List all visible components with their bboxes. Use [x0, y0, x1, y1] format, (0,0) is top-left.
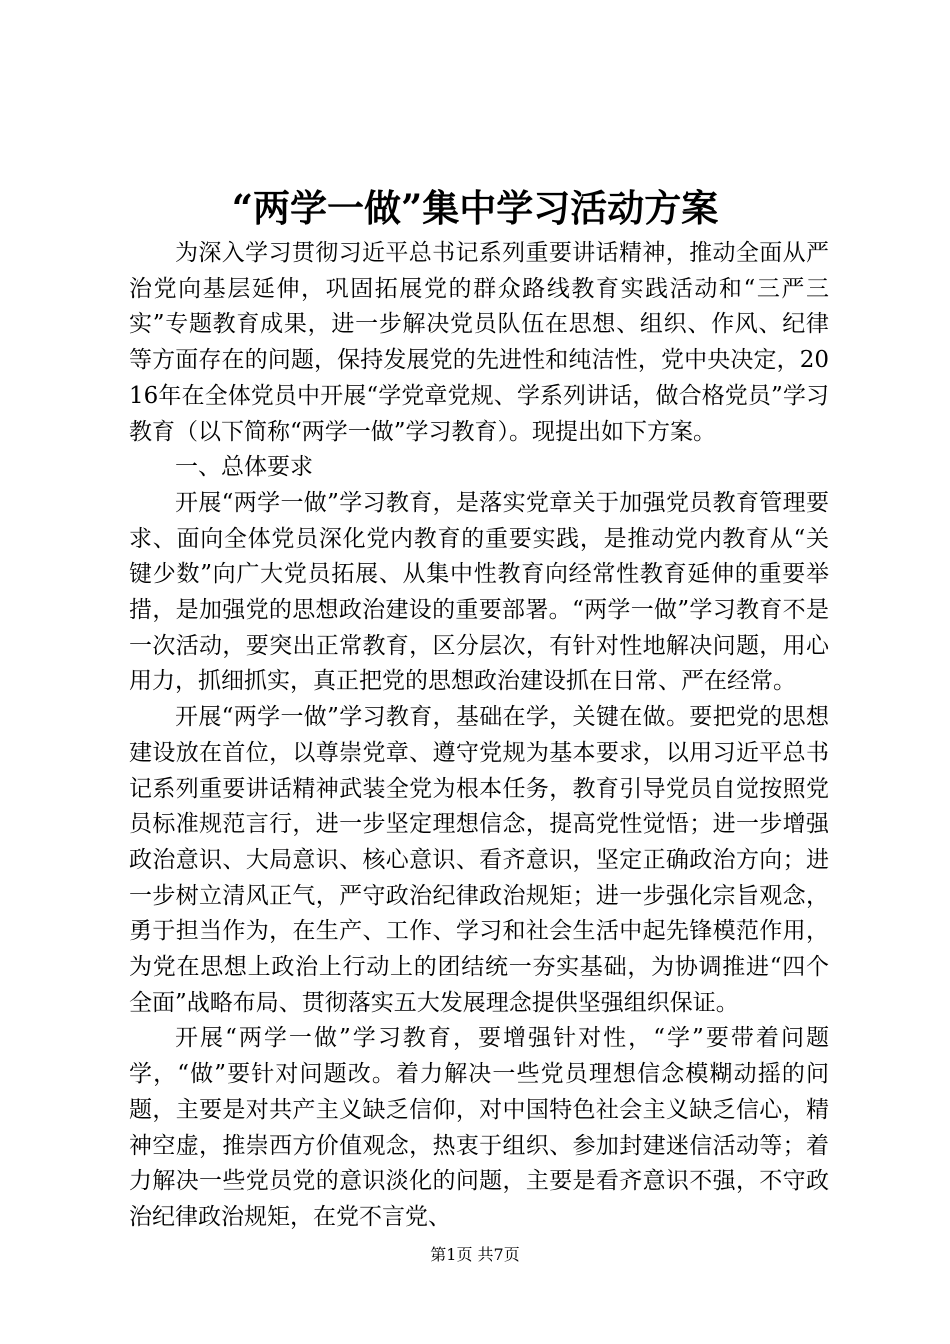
body-paragraph: 开展“两学一做”学习教育，是落实党章关于加强党员教育管理要求、面向全体党员深化党内教育的重要实践，是推动党内教育从“关键少数”向广大党员拓展、从集中性教育向经常性教育延伸的重要举措，是加强党的思想政治建设的重要部署。“两学一做”学习教育不是一次活动，要突出正常教育，区分层次，有针对性地解决问题，用心用力，抓细抓实，真正把党的思想政治建设抓在日常、严在经常。: [129, 489, 829, 695]
body-paragraph: 开展“两学一做”学习教育，要增强针对性，“学”要带着问题学，“做”要针对问题改。着力解决一些党员理想信念模糊动摇的问题，主要是对共产主义缺乏信仰，对中国特色社会主义缺乏信心，精神空虚，推崇西方价值观念，热衷于组织、参加封建迷信活动等；着力解决一些党员党的意识淡化的问题，主要是看齐意识不强，不守政治纪律政治规矩，在党不言党、: [129, 1025, 829, 1230]
intro-paragraph: 为深入学习贯彻习近平总书记系列重要讲话精神，推动全面从严治党向基层延伸，巩固拓展党的群众路线教育实践活动和“三严三实”专题教育成果，进一步解决党员队伍在思想、组织、作风、纪律等方面存在的问题，保持发展党的先进性和纯洁性，党中央决定，2016年在全体党员中开展“学党章党规、学系列讲话，做合格党员”学习教育（以下简称“两学一做”学习教育）。现提出如下方案。: [129, 240, 829, 445]
page-number-footer: 第1页 共7页: [430, 1245, 520, 1264]
document-title: “两学一做”集中学习活动方案: [231, 186, 719, 230]
body-paragraph: 开展“两学一做”学习教育，基础在学，关键在做。要把党的思想建设放在首位，以尊崇党章、遵守党规为基本要求，以用习近平总书记系列重要讲话精神武装全党为根本任务，教育引导党员自觉按照党员标准规范言行，进一步坚定理想信念，提高党性觉悟；进一步增强政治意识、大局意识、核心意识、看齐意识，坚定正确政治方向；进一步树立清风正气，严守政治纪律政治规矩；进一步强化宗旨观念，勇于担当作为，在生产、工作、学习和社会生活中起先锋模范作用，为党在思想上政治上行动上的团结统一夯实基础，为协调推进“四个全面”战略布局、贯彻落实五大发展理念提供坚强组织保证。: [129, 704, 829, 1016]
section-heading-general-requirements: 一、总体要求: [175, 454, 313, 481]
document-body: [129, 236, 829, 1236]
